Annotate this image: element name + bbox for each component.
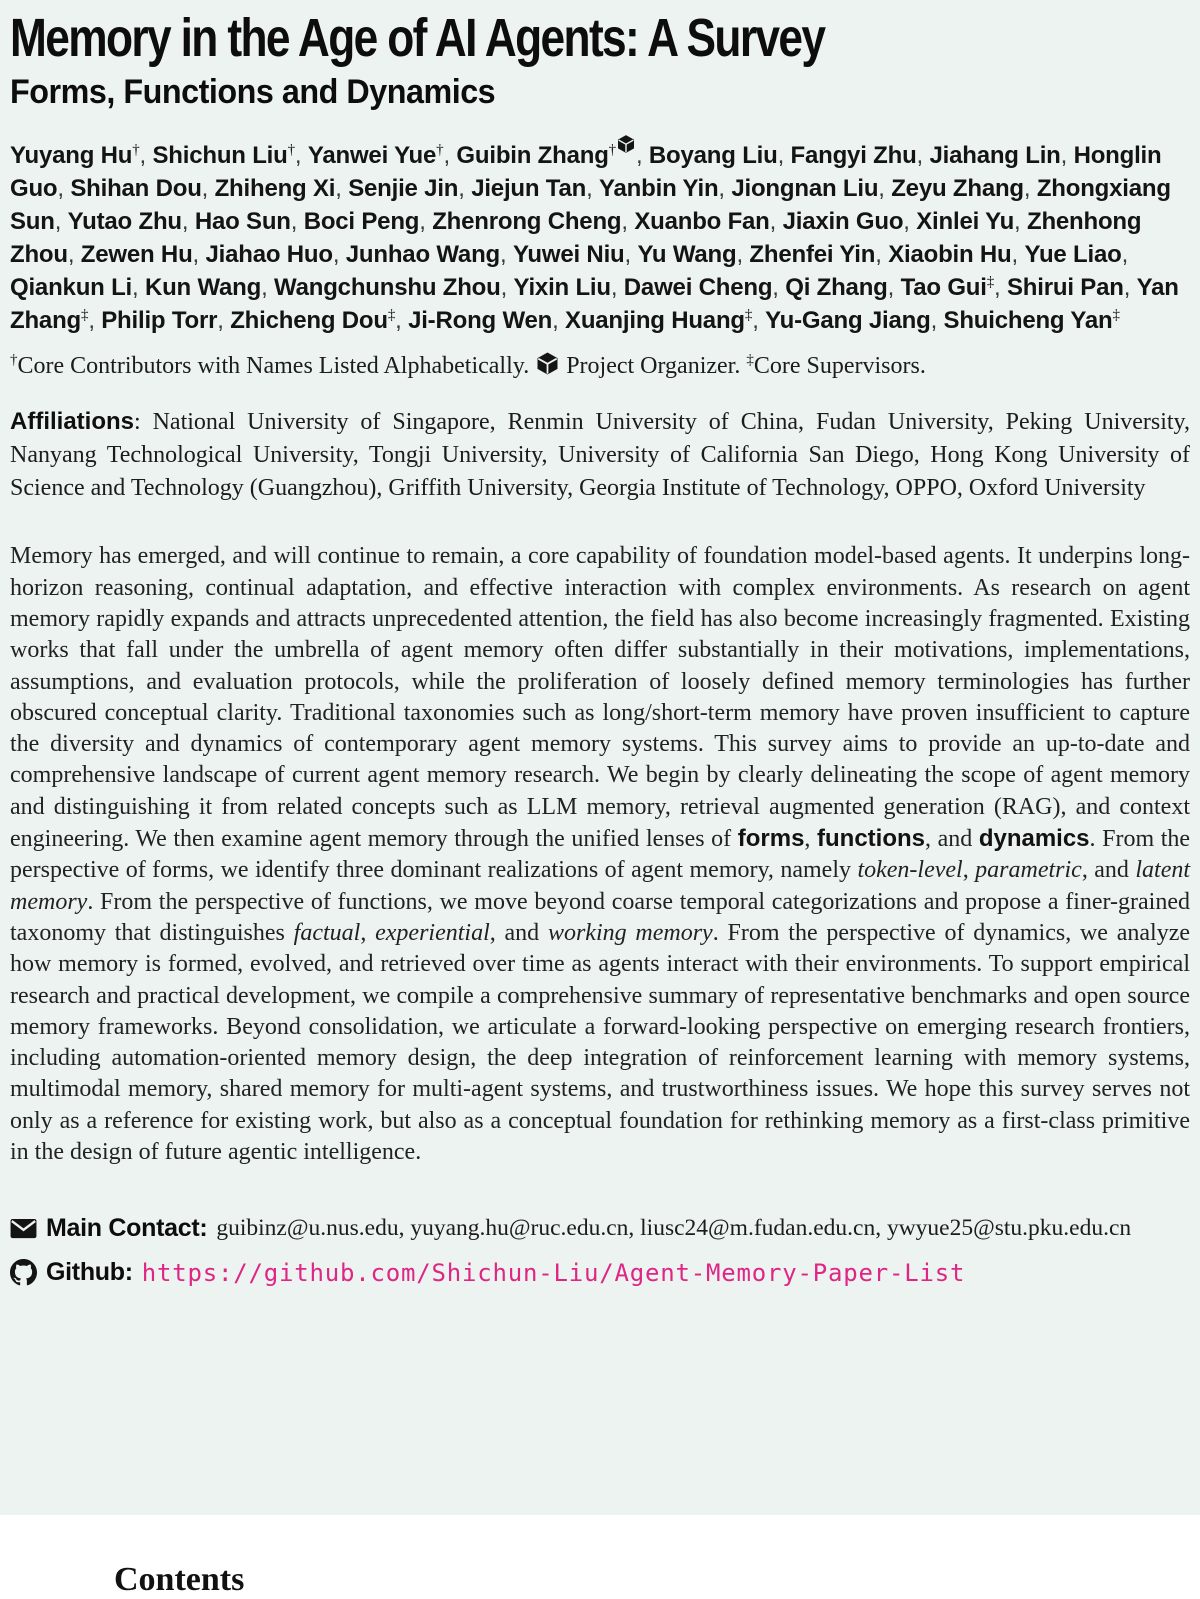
author-separator: ,: [1023, 175, 1037, 203]
envelope-icon: [10, 1215, 37, 1242]
text-segment: ,: [962, 857, 976, 884]
author-separator: ,: [718, 175, 732, 203]
paper-title: Memory in the Age of AI Agents: A Survey: [10, 8, 825, 68]
text-segment: Core Supervisors.: [753, 353, 926, 380]
author-separator: ,: [132, 274, 145, 302]
github-icon: [10, 1259, 37, 1286]
author-separator: ,: [88, 307, 102, 335]
author-marker: ‡: [1112, 307, 1120, 324]
author-separator: ,: [772, 274, 786, 302]
cube-icon: [616, 134, 636, 172]
text-segment: Project Organizer.: [560, 353, 747, 380]
main-contact-row: [10, 1214, 1190, 1243]
author-marker: †: [132, 142, 140, 159]
affiliations: [10, 405, 1190, 505]
author-marker: ‡: [744, 307, 753, 324]
github-label: Github:: [46, 1258, 133, 1287]
text-segment: dynamics: [978, 825, 1090, 853]
author-marker: ‡: [986, 274, 995, 291]
author-separator: ,: [1060, 142, 1074, 170]
author-separator: ,: [54, 208, 68, 236]
author-name: Yu Wang: [637, 241, 737, 269]
author-separator: ,: [887, 274, 901, 302]
author-separator: ,: [994, 274, 1007, 302]
author-separator: ,: [903, 208, 917, 236]
author-marker: ‡: [81, 307, 89, 324]
page-body-start: [0, 1515, 1200, 1598]
author-name: Junhao Wang: [345, 241, 500, 269]
text-segment: ,: [360, 919, 376, 946]
author-name: Xuanjing Huang: [565, 307, 745, 335]
author-name: Jiaxin Guo: [782, 208, 904, 236]
author-name: Honglin Guo: [10, 142, 1162, 203]
author-name: Qiankun Li: [10, 274, 133, 302]
author-name: Zhenhong Zhou: [10, 208, 1142, 269]
author-separator: ,: [500, 241, 513, 269]
author-name: Jiahang Lin: [929, 142, 1061, 170]
author-separator: ,: [621, 208, 635, 236]
text-segment: . From the perspective of dynamics, we analyze how memory is formed, evolved, and retrieved over time as agents interact with their environments. To support empirical research and practical development, we compile a comprehensive summary of representative benchmarks and open source memory frameworks. Beyond consolidation, we articulate a forward-looking perspective on emerging research frontiers, including automation-oriented memory design, the deep integration of reinforcement learning with memory systems, multimodal memory, shared memory for multi-agent systems, and trustworthiness issues. We hope this survey serves not only as a reference for existing work, but also as a conceptual foundation for rethinking memory as a first-class primitive in the design of future agentic intelligence.: [10, 919, 1191, 1166]
author-name: Yuyang Hu: [10, 142, 133, 170]
author-name: Yuwei Niu: [512, 241, 625, 269]
author-separator: ,: [139, 142, 153, 170]
author-separator: ,: [290, 208, 304, 236]
author-marker: †: [287, 142, 295, 159]
author-name: Yanbin Yin: [599, 175, 719, 203]
author-name: Yanwei Yue: [307, 142, 437, 170]
text-segment: ,: [804, 826, 817, 853]
author-name: Tao Gui: [900, 274, 987, 302]
contact-emails: guibinz@u.nus.edu, yuyang.hu@ruc.edu.cn, liusc24@m.fudan.edu.cn, ywyue25@stu.pku.edu.cn: [216, 1215, 1132, 1242]
author-separator: ,: [500, 274, 514, 302]
affiliations-text: : National University of Singapore, Renmin University of China, Fudan University, Peking University, Nanyang Technological University, Tongji University, University of California San Diego, Hong Kong University of Science and Technology (Guangzhou), Griffith University, Georgia Institute of Technology, OPPO, Oxford University: [10, 409, 1190, 502]
author-separator: ,: [777, 142, 791, 170]
text-segment: Core Contributors with Names Listed Alphabetically.: [17, 353, 536, 380]
author-separator: ,: [67, 241, 81, 269]
author-name: Kun Wang: [144, 274, 262, 302]
author-separator: ,: [769, 208, 783, 236]
author-separator: ,: [419, 208, 433, 236]
cube-icon: [535, 350, 560, 383]
author-name: Zhenfei Yin: [749, 241, 876, 269]
author-name: Hao Sun: [194, 208, 291, 236]
footnote-symbol: ‡: [746, 352, 754, 369]
author-name: Jiahao Huo: [205, 241, 333, 269]
author-name: Yan Zhang: [10, 274, 1179, 335]
text-segment: . From the perspective of functions, we move beyond coarse temporal categorizations and propose a finer-grained taxonomy that distinguishes: [10, 888, 1190, 946]
author-name: Dawei Cheng: [623, 274, 773, 302]
text-segment: functions: [817, 825, 925, 853]
affiliations-label: Affiliations: [10, 408, 134, 436]
author-name: Shihan Dou: [70, 175, 202, 203]
text-segment: , and: [925, 826, 979, 853]
author-separator: ,: [1014, 208, 1027, 236]
text-segment: . From the perspective of forms, we identify three dominant realizations of agent memory, namely: [10, 826, 1191, 884]
author-separator: ,: [1011, 241, 1025, 269]
text-segment: factual: [293, 919, 361, 946]
author-name: Jiejun Tan: [471, 175, 587, 203]
text-segment: working memory: [547, 919, 713, 946]
author-name: Guibin Zhang: [456, 142, 609, 170]
author-separator: ,: [610, 274, 624, 302]
github-link[interactable]: https://github.com/Shichun-Liu/Agent-Memory-Paper-List: [141, 1258, 966, 1287]
author-separator: ,: [930, 307, 944, 335]
author-name: Yu-Gang Jiang: [765, 307, 931, 335]
author-name: Ji-Rong Wen: [408, 307, 553, 335]
author-separator: ,: [624, 241, 638, 269]
author-name: Yue Liao: [1024, 241, 1122, 269]
github-row: [10, 1258, 1190, 1287]
author-separator: ,: [395, 307, 409, 335]
author-separator: ,: [217, 307, 231, 335]
text-segment: , and: [489, 919, 548, 946]
author-name: Xinlei Yu: [916, 208, 1015, 236]
author-separator: ,: [635, 142, 649, 170]
author-separator: ,: [332, 241, 346, 269]
author-separator: ,: [57, 175, 71, 203]
author-separator: ,: [294, 142, 308, 170]
author-separator: ,: [1123, 274, 1137, 302]
author-separator: ,: [586, 175, 600, 203]
contents-heading-partial: Contents: [114, 1561, 245, 1598]
author-separator: ,: [458, 175, 472, 203]
author-separator: ,: [192, 241, 206, 269]
text-segment: forms: [737, 825, 805, 853]
author-marker: †: [436, 142, 444, 159]
text-segment: token-level: [857, 857, 963, 884]
author-name: Shuicheng Yan: [943, 307, 1113, 335]
author-name: Zeyu Zhang: [891, 175, 1024, 203]
author-separator: ,: [181, 208, 195, 236]
author-name: Jiongnan Liu: [731, 175, 879, 203]
author-separator: ,: [752, 307, 766, 335]
text-segment: Memory has emerged, and will continue to remain, a core capability of foundation model-based agents. It underpins long-horizon reasoning, continual adaptation, and effective interaction with complex environments. As research on agent memory rapidly expands and attracts unprecedented attention, the field has also become increasingly fragmented. Existing works that fall under the umbrella of agent memory often differ substantially in their motivations, implementations, assumptions, and evaluation protocols, while the proliferation of loosely defined memory terminologies has further obscured conceptual clarity. Traditional taxonomies such as long/short-term memory have proven insufficient to capture the diversity and dynamics of contemporary agent memory systems. This survey aims to provide an up-to-date and comprehensive landscape of current agent memory research. We begin by clearly delineating the scope of agent memory and distinguishing it from related concepts such as LLM memory, retrieval augmented generation (RAG), and context engineering. We then examine agent memory through the unified lenses of: [10, 543, 1190, 853]
author-marker: †: [608, 142, 616, 159]
author-name: Boyang Liu: [648, 142, 778, 170]
author-name: Fangyi Zhu: [790, 142, 917, 170]
author-name: Yutao Zhu: [67, 208, 182, 236]
author-name: Shirui Pan: [1006, 274, 1124, 302]
main-contact-label: Main Contact:: [46, 1214, 208, 1243]
author-name: Zhiheng Xi: [214, 175, 336, 203]
text-segment: experiential: [375, 919, 490, 946]
author-name: Zewen Hu: [80, 241, 193, 269]
author-separator: ,: [736, 241, 750, 269]
author-separator: ,: [878, 175, 892, 203]
author-name: Shichun Liu: [152, 142, 288, 170]
text-segment: latent memory: [10, 857, 1191, 915]
paper-subtitle: Forms, Functions and Dynamics: [10, 72, 496, 111]
author-name: Boci Peng: [303, 208, 420, 236]
author-marker: ‡: [387, 307, 396, 324]
footnote-symbol: †: [10, 352, 18, 369]
author-name: Xuanbo Fan: [634, 208, 770, 236]
author-name: Qi Zhang: [785, 274, 888, 302]
author-name: Zhenrong Cheng: [432, 208, 622, 236]
author-name: Xiaobin Hu: [888, 241, 1012, 269]
author-name: Wangchunshu Zhou: [274, 274, 501, 302]
author-separator: ,: [335, 175, 349, 203]
text-segment: , and: [1081, 857, 1136, 884]
author-name: Zhicheng Dou: [230, 307, 388, 335]
author-name: Zhongxiang Sun: [10, 175, 1171, 236]
author-list: [10, 134, 1190, 337]
author-separator: ,: [201, 175, 215, 203]
author-separator: ,: [916, 142, 930, 170]
author-separator: ,: [875, 241, 889, 269]
author-separator: ,: [443, 142, 457, 170]
contributor-footnote: [10, 350, 1190, 383]
author-name: Senjie Jin: [348, 175, 459, 203]
abstract: [10, 541, 1190, 1168]
author-separator: ,: [1121, 241, 1129, 269]
text-segment: parametric: [975, 857, 1082, 884]
author-name: Philip Torr: [101, 307, 218, 335]
author-separator: ,: [552, 307, 566, 335]
author-separator: ,: [261, 274, 275, 302]
author-name: Yixin Liu: [513, 274, 611, 302]
